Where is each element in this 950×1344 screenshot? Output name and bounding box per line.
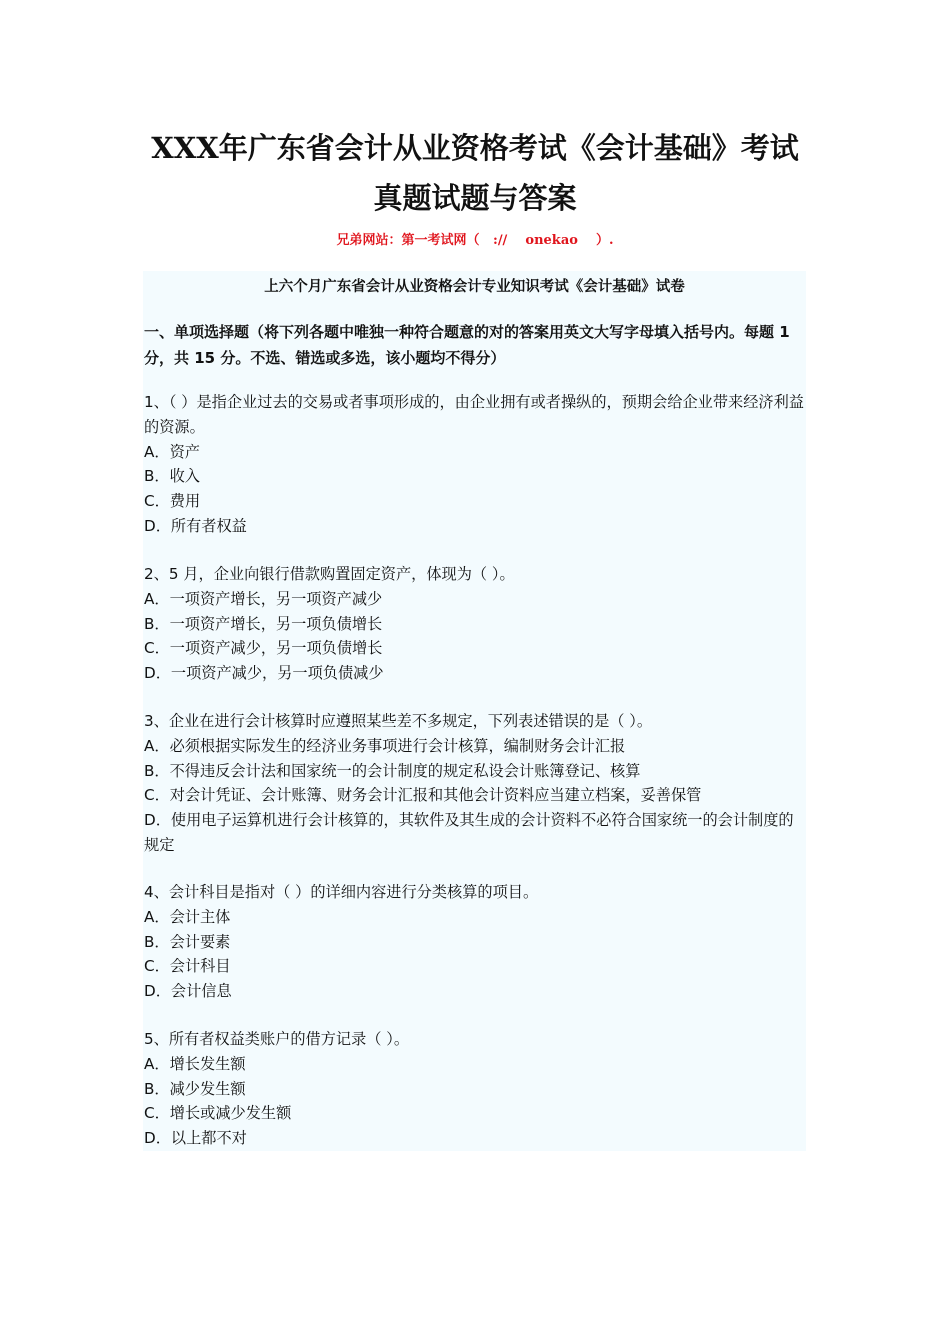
question-stem: 3、企业在进行会计核算时应遵照某些差不多规定，下列表述错误的是（ ）。 [144, 712, 653, 730]
question-option: C．会计科目 [144, 957, 231, 976]
section-heading: 一、单项选择题（将下列各题中唯独一种符合题意的对的答案用英文大写字母填入括号内。每题 1 分，共 15 分。不选、错选或多选，该小题均不得分） [144, 323, 790, 367]
question-option: B．减少发生额 [144, 1079, 246, 1098]
question-option: B．会计要素 [144, 932, 231, 951]
question-stem: 2、5 月，企业向银行借款购置固定资产，体现为（ ）。 [144, 565, 515, 583]
question-option: A．资产 [144, 442, 200, 461]
document-title-line2: 真题试题与答案 [373, 181, 577, 215]
question-stem: 5、所有者权益类账户的借方记录（ ）。 [144, 1030, 410, 1048]
question-option: C．增长或减少发生额 [144, 1104, 292, 1123]
document-title-line1: XXX年广东省会计从业资格考试《会计基础》考试 [151, 131, 799, 165]
question-option: A．增长发生额 [144, 1054, 246, 1073]
question-option: D．使用电子运算机进行会计核算的，其软件及其生成的会计资料不必符合国家统一的会计制度的规定 [144, 811, 794, 854]
question-option: A．一项资产增长，另一项资产减少 [144, 589, 383, 608]
question-stem: 4、会计科目是指对（ ）的详细内容进行分类核算的项目。 [144, 883, 539, 901]
question-option: A．会计主体 [144, 907, 231, 926]
question-option: C．费用 [144, 492, 201, 511]
exam-paper-title: 上六个月广东省会计从业资格会计专业知识考试《会计基础》试卷 [264, 279, 685, 295]
question-option: D．所有者权益 [144, 516, 247, 535]
question-3 [144, 709, 806, 858]
question-stem: 1、（ ）是指企业过去的交易或者事项形成的，由企业拥有或者操纵的，预期会给企业带来经济利益的资源。 [144, 393, 804, 436]
question-1 [144, 390, 806, 539]
question-4 [144, 880, 806, 1004]
question-option: D．一项资产减少，另一项负债减少 [144, 664, 384, 683]
question-2 [144, 562, 806, 686]
question-option: C．一项资产减少，另一项负债增长 [144, 639, 383, 658]
question-option: B．一项资产增长，另一项负债增长 [144, 614, 383, 633]
question-option: D．会计信息 [144, 982, 232, 1001]
question-option: C．对会计凭证、会计账簿、财务会计汇报和其他会计资料应当建立档案，妥善保管 [144, 786, 702, 805]
sister-site-note: 兄弟网站：第一考试网（ :// onekao ）. [336, 233, 614, 248]
question-option: A．必须根据实际发生的经济业务事项进行会计核算，编制财务会计汇报 [144, 736, 626, 755]
question-5 [144, 1027, 806, 1151]
question-option: D．以上都不对 [144, 1129, 247, 1148]
question-option: B．不得违反会计法和国家统一的会计制度的规定私设会计账簿登记、核算 [144, 761, 641, 780]
question-option: B．收入 [144, 467, 200, 486]
